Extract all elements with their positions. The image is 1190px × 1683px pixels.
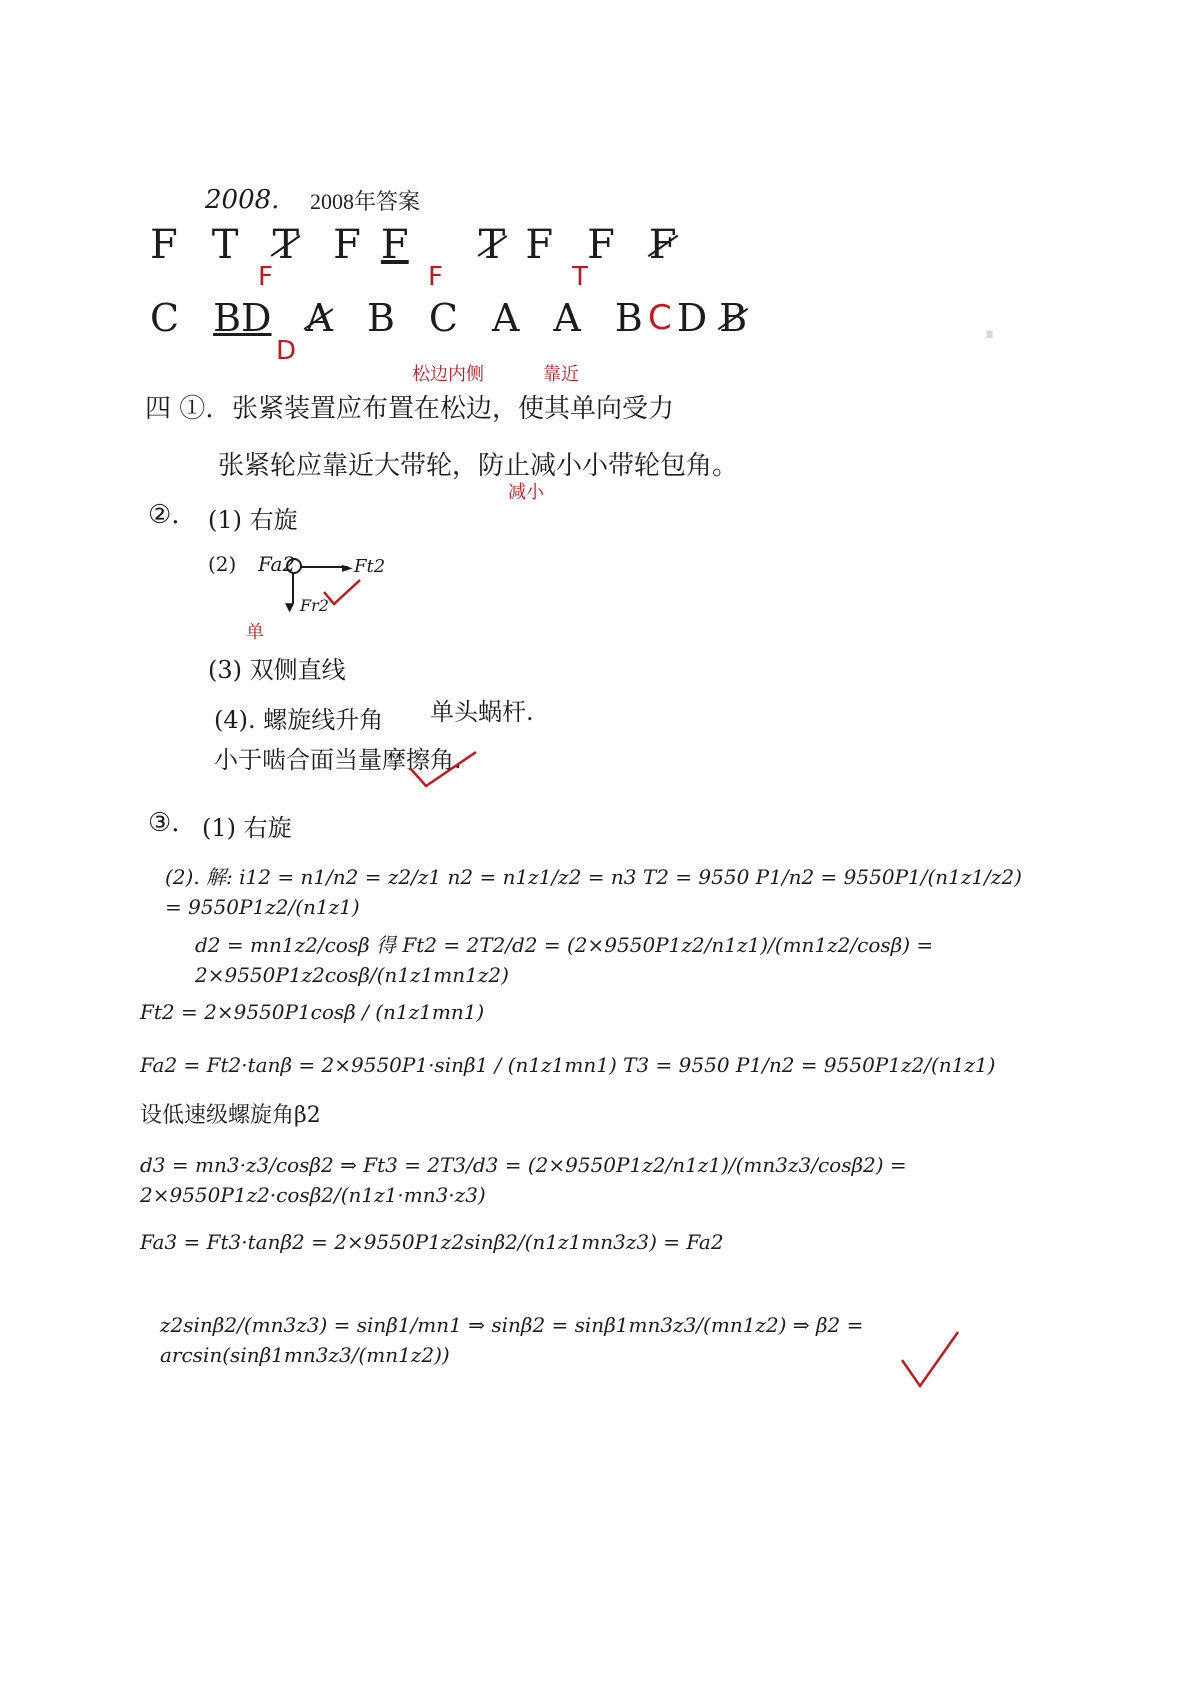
q2-part3: (3) 双侧直线: [208, 656, 346, 684]
equation-ft3: d3 = mn3·z3/cosβ2 ⇒ Ft3 = 2T3/d3 = (2×9550P1z2/n1z1)/(mn3z3/cosβ2) = 2×9550P1z2·cosβ2/(n1z1·mn3·z3): [140, 1153, 907, 1207]
tf-answer-9: F: [648, 222, 677, 268]
tf-correction-1: F: [258, 262, 273, 292]
arrow-down-icon: ▼: [285, 600, 295, 614]
red-check-icon: [408, 750, 478, 790]
q1-line2: 张紧轮应靠近大带轮，防止减小小带轮包角。: [218, 451, 739, 481]
mc-answer-7: A: [553, 296, 581, 340]
tf-answer-7: F: [525, 222, 554, 268]
mc-answer-3: A: [305, 296, 333, 340]
equation-axial-force: Fa2 = Ft2·tanβ = 2×9550P1·sinβ1 / (n1z1mn1) T3 = 9550 P1/n2 = 9550P1z2/(n1z1): [140, 1053, 996, 1077]
tf-answer-5: F: [380, 222, 409, 268]
mc-answer-1: C: [150, 296, 180, 340]
mc-answer-10: B: [719, 296, 748, 340]
equation-gear-ratio: (2). 解: i12 = n1/n2 = z2/z1 n2 = n1z1/z2 = n3 T2 = 9550 P1/n2 = 9550P1/(n1z1/z2) = 9550P1z2/(n1z1): [165, 865, 1022, 919]
q1-line1: 张紧装置应布置在松边，使其单向受力: [232, 394, 675, 424]
force-fa2-label: Fa2: [258, 552, 296, 576]
q3-label: ③.: [148, 808, 180, 838]
mc-answer-4: B: [366, 296, 395, 340]
tf-answer-2: T: [211, 222, 239, 268]
equation-tangential-force: d2 = mn1z2/cosβ 得 Ft2 = 2T2/d2 = (2×9550P1z2/n1z1)/(mn1z2/cosβ) = 2×9550P1z2cosβ/(n1z1mn1z2): [195, 933, 934, 987]
q2-part2-label: (2): [208, 552, 237, 576]
mc-answer-5: C: [428, 296, 458, 340]
tf-answer-1: F: [150, 222, 178, 268]
equation-ft2-result: Ft2 = 2×9550P1cosβ / (n1z1mn1): [140, 1000, 485, 1024]
bleed-through-mark: ·: [980, 300, 1000, 370]
q1-red-annotation-top: 松边内侧: [412, 364, 484, 385]
q2-part4c: 小于啮合面当量摩擦角.: [214, 746, 462, 774]
equation-assume-beta2: 设低速级螺旋角β2: [140, 1103, 321, 1128]
page-title: 2008年答案: [310, 189, 421, 214]
mc-correction-1: D: [276, 336, 297, 366]
mc-answer-9: D: [676, 296, 708, 340]
arrow-right-icon: ►: [342, 560, 353, 576]
force-fr2-label: Fr2: [300, 596, 329, 615]
mc-answer-8: B: [614, 296, 643, 340]
q2-label: ②.: [148, 500, 180, 530]
q1-line2-red-annotation: 减小: [508, 482, 544, 503]
mc-correction-2: C: [648, 298, 672, 338]
mc-answer-2: BD: [213, 296, 272, 340]
q2-part4a: (4). 螺旋线升角: [214, 706, 384, 734]
red-check-icon: [900, 1330, 960, 1390]
tf-answer-3: T: [272, 222, 300, 268]
equation-fa3: Fa3 = Ft3·tanβ2 = 2×9550P1z2sinβ2/(n1z1mn3z3) = Fa2: [140, 1230, 724, 1254]
tf-correction-2: F: [428, 262, 443, 292]
equation-beta2: z2sinβ2/(mn3z3) = sinβ1/mn1 ⇒ sinβ2 = sinβ1mn3z3/(mn1z2) ⇒ β2 = arcsin(sinβ1mn3z3/(mn1z2)): [160, 1313, 864, 1367]
q2-part3-red-annotation: 单: [246, 622, 264, 643]
section4-label: 四 ①.: [145, 394, 214, 424]
tf-answer-8: F: [587, 222, 615, 268]
year-handwritten: 2008.: [205, 185, 280, 215]
tf-answer-6: T: [478, 222, 506, 268]
force-ft2-arrow: [300, 566, 348, 568]
red-check-icon: [322, 578, 362, 608]
q1-red-annotation-mid: 靠近: [543, 364, 579, 385]
q2-part1: (1) 右旋: [208, 506, 298, 534]
tf-answer-4: F: [333, 222, 361, 268]
tf-correction-3: T: [572, 262, 588, 292]
mc-answer-6: A: [491, 296, 520, 340]
force-ft2-label: Ft2: [354, 556, 386, 577]
q2-part4b: 单头蜗杆.: [430, 698, 534, 726]
q3-part1: (1) 右旋: [202, 814, 292, 842]
